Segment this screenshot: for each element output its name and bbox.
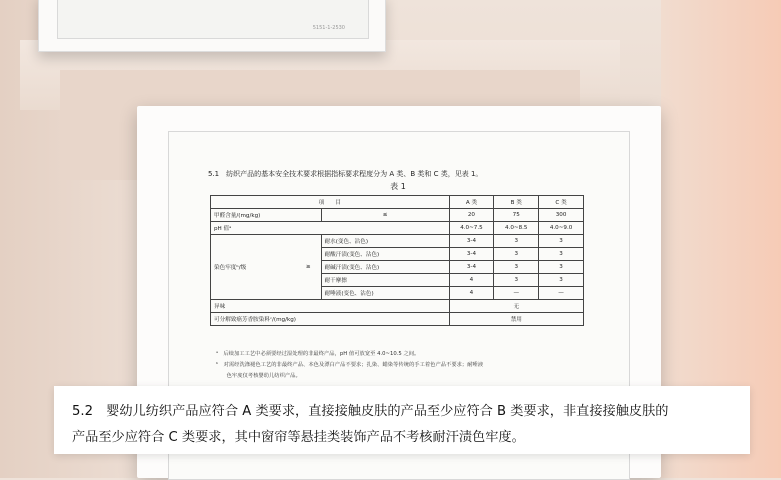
header-class-b: B 类 — [494, 196, 539, 209]
section-intro: 5.1 纺织产品的基本安全技术要求根据指标要求程度分为 A 类、B 类和 C 类，见表 1。 — [208, 170, 483, 178]
cell-a: 4 — [449, 287, 494, 300]
cell-b: — — [494, 287, 539, 300]
header-class-c: C 类 — [539, 196, 584, 209]
top-frame-text: 5151-1-2530 — [312, 25, 345, 31]
table-title: 表 1 — [390, 182, 406, 191]
cell-merged: 禁用 — [449, 313, 583, 326]
row-label: 甲醛含量/(mg/kg) — [211, 209, 322, 222]
cell-c: — — [539, 287, 584, 300]
cell-c: 3 — [539, 261, 584, 274]
header-class-a: A 类 — [449, 196, 494, 209]
fastness-item: 耐酸汗渍(变色、沾色) — [321, 248, 449, 261]
cell-b: 75 — [494, 209, 539, 222]
cell-a: 3-4 — [449, 248, 494, 261]
cell-b: 3 — [494, 235, 539, 248]
fastness-mark: ≥ — [296, 235, 321, 300]
cell-c: 4.0~9.0 — [539, 222, 584, 235]
cell-c: 3 — [539, 235, 584, 248]
cell-c: 3 — [539, 274, 584, 287]
cell-b: 3 — [494, 261, 539, 274]
table-row-ph — [211, 222, 584, 235]
table-notes — [216, 349, 483, 382]
caption-line-1: 5.2 婴幼儿纺织产品应符合 A 类要求，直接接触皮肤的产品至少应符合 B 类要求，非直接接触皮肤的 — [72, 404, 669, 419]
cell-a: 4.0~7.5 — [449, 222, 494, 235]
fastness-item: 耐干摩擦 — [321, 274, 449, 287]
row-label: 可分解致癌芳香胺染料ᶜ/(mg/kg) — [211, 313, 450, 326]
cell-a: 4 — [449, 274, 494, 287]
table-header-row — [211, 196, 584, 209]
fastness-label: 染色牢度ᵇ/级 — [211, 235, 297, 300]
header-item: 项 目 — [211, 196, 450, 209]
table-row-fastness-water — [211, 235, 584, 248]
caption-banner — [54, 386, 750, 454]
cell-c: 300 — [539, 209, 584, 222]
fastness-item: 耐碱汗渍(变色、沾色) — [321, 261, 449, 274]
row-label: 异味 — [211, 300, 450, 313]
note-b: ᵇ 对需经洗涤褪色工艺的非最终产品、本色及漂白产品不要求；扎染、蜡染等传统的手工着色产品不要求；耐唾液 — [216, 362, 484, 368]
fastness-item: 耐唾液(变色、沾色) — [321, 287, 449, 300]
cell-a: 3-4 — [449, 261, 494, 274]
top-picture-frame — [38, 0, 386, 52]
cell-a: 3-4 — [449, 235, 494, 248]
note-b-cont: 色牢度仅考核婴幼儿纺织产品。 — [216, 373, 301, 379]
note-a: ᵃ 后续加工工艺中必须要经过湿处理的非最终产品，pH 值可放宽至 4.0~10.5 之间。 — [216, 351, 420, 357]
table-row-formaldehyde — [211, 209, 584, 222]
cell-b: 3 — [494, 248, 539, 261]
safety-requirements-table — [210, 195, 584, 326]
caption-line-2: 产品至少应符合 C 类要求，其中窗帘等悬挂类装饰产品不考核耐汗渍色牢度。 — [72, 430, 525, 445]
cell-merged: 无 — [449, 300, 583, 313]
row-label: pH 值ᵃ — [211, 222, 450, 235]
table-row-odor — [211, 300, 584, 313]
cell-c: 3 — [539, 248, 584, 261]
cell-b: 3 — [494, 274, 539, 287]
table-row-amine — [211, 313, 584, 326]
row-mark: ≤ — [321, 209, 449, 222]
top-frame-paper — [57, 0, 369, 39]
fastness-item: 耐水(变色、沾色) — [321, 235, 449, 248]
cell-b: 4.0~8.5 — [494, 222, 539, 235]
cell-a: 20 — [449, 209, 494, 222]
